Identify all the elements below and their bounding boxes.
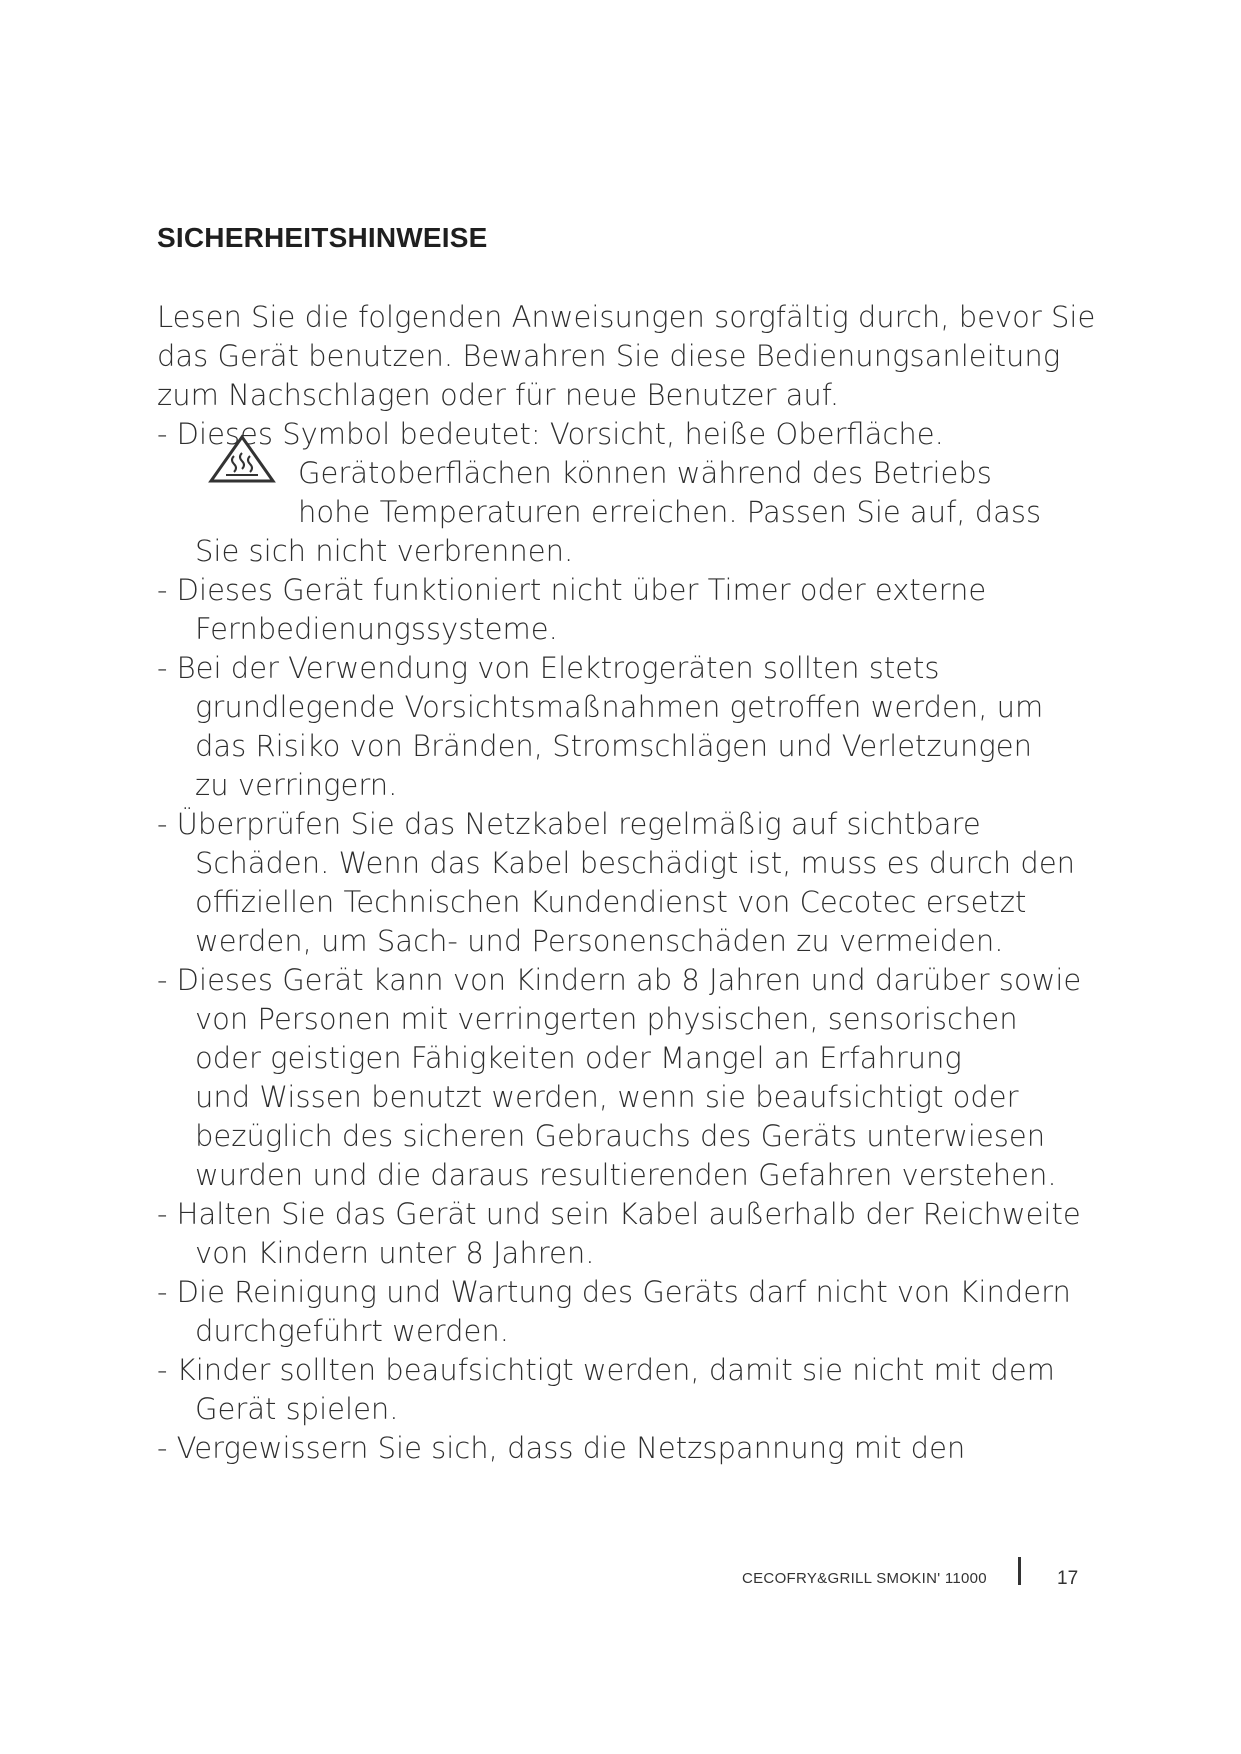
item-line-text: werden, um Sach- und Personenschäden zu vermeiden. <box>195 924 1004 958</box>
intro-line <box>157 298 1095 336</box>
item-line <box>195 1039 962 1077</box>
item-line-text: offiziellen Technischen Kundendienst von Cecotec ersetzt <box>195 885 1027 919</box>
item-line <box>195 1117 1045 1155</box>
item-line-text: - Dieses Gerät funktioniert nicht über Timer oder externe <box>157 573 987 607</box>
intro-line <box>157 376 839 414</box>
item-line <box>195 1312 509 1350</box>
intro-line-text: zum Nachschlagen oder für neue Benutzer auf. <box>157 378 840 412</box>
hot-surface-warning-icon <box>208 434 276 484</box>
item-line <box>195 1078 1019 1116</box>
intro-line <box>157 337 1060 375</box>
item-line-text: Sie sich nicht verbrennen. <box>195 534 574 568</box>
item-line-text: das Risiko von Bränden, Stromschlägen und Verletzungen <box>195 729 1033 763</box>
item-line-text: - Bei der Verwendung von Elektrogeräten sollten stets <box>157 651 940 685</box>
item-line-text: - Dieses Gerät kann von Kindern ab 8 Jahren und darüber sowie <box>157 963 1082 997</box>
item-line-text: von Kindern unter 8 Jahren. <box>195 1236 595 1270</box>
section-heading: SICHERHEITSHINWEISE <box>157 222 488 253</box>
item-line-text: Gerätoberflächen können während des Betriebs <box>298 456 992 490</box>
item-line <box>298 493 1041 531</box>
item-line <box>157 649 940 687</box>
intro-line-text: Lesen Sie die folgenden Anweisungen sorgfältig durch, bevor Sie <box>157 300 1096 334</box>
item-line-text: hohe Temperaturen erreichen. Passen Sie auf, dass <box>298 495 1042 529</box>
item-line-text: wurden und die daraus resultierenden Gefahren verstehen. <box>195 1158 1057 1192</box>
item-line <box>298 454 992 492</box>
item-line-text: durchgeführt werden. <box>195 1314 509 1348</box>
item-line-text: bezüglich des sicheren Gebrauchs des Geräts unterwiesen <box>195 1119 1046 1153</box>
item-line <box>195 610 558 648</box>
item-line <box>195 1156 1057 1194</box>
item-line <box>195 883 1026 921</box>
intro-line-text: das Gerät benutzen. Bewahren Sie diese Bedienungsanleitung <box>157 339 1061 373</box>
item-line <box>157 805 981 843</box>
item-line-text: - Die Reinigung und Wartung des Geräts darf nicht von Kindern <box>157 1275 1071 1309</box>
item-line <box>195 922 1003 960</box>
item-line-text: zu verringern. <box>195 768 398 802</box>
item-line <box>157 1273 1071 1311</box>
item-line <box>195 766 397 804</box>
item-line-text: oder geistigen Fähigkeiten oder Mangel an Erfahrung <box>195 1041 962 1075</box>
footer-model-name: CECOFRY&GRILL SMOKIN' 11000 <box>742 1570 987 1587</box>
item-line <box>195 1234 594 1272</box>
footer-divider <box>1018 1557 1021 1585</box>
item-line <box>195 844 1075 882</box>
page-number: 17 <box>1057 1568 1079 1589</box>
item-line <box>195 1390 399 1428</box>
item-line-text: - Vergewissern Sie sich, dass die Netzspannung mit den <box>157 1431 966 1465</box>
item-line <box>195 688 1043 726</box>
item-line <box>157 1429 965 1467</box>
item-line-text: - Kinder sollten beaufsichtigt werden, damit sie nicht mit dem <box>157 1353 1055 1387</box>
item-line <box>157 1195 1081 1233</box>
item-line <box>195 727 1032 765</box>
item-line-text: - Dieses Symbol bedeutet: Vorsicht, heiße Oberfläche. <box>157 417 944 451</box>
item-line <box>195 532 573 570</box>
item-line <box>157 571 986 609</box>
item-line-text: und Wissen benutzt werden, wenn sie beaufsichtigt oder <box>195 1080 1019 1114</box>
item-line <box>157 1351 1055 1389</box>
item-line-text: - Überprüfen Sie das Netzkabel regelmäßig auf sichtbare <box>157 807 981 841</box>
item-line-text: grundlegende Vorsichtsmaßnahmen getroffen werden, um <box>195 690 1044 724</box>
item-line <box>157 961 1081 999</box>
item-line-text: Schäden. Wenn das Kabel beschädigt ist, muss es durch den <box>195 846 1076 880</box>
item-line <box>195 1000 1018 1038</box>
item-line-text: von Personen mit verringerten physischen, sensorischen <box>195 1002 1018 1036</box>
item-line-text: - Halten Sie das Gerät und sein Kabel außerhalb der Reichweite <box>157 1197 1081 1231</box>
item-line-text: Fernbedienungssysteme. <box>195 612 558 646</box>
item-line-text: Gerät spielen. <box>195 1392 399 1426</box>
